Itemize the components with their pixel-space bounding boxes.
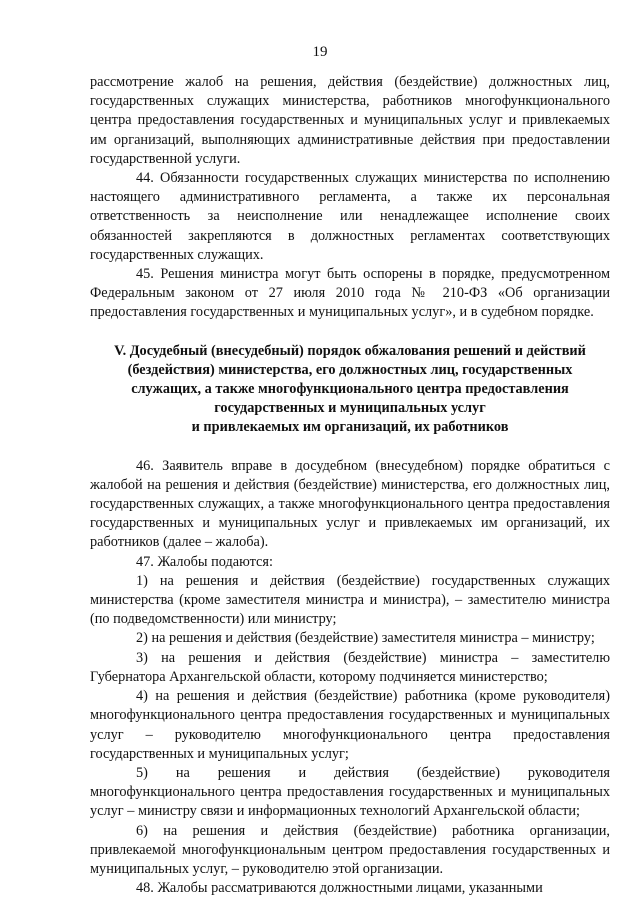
section-heading-line: государственных и муниципальных услуг [214, 400, 486, 417]
paragraph-complaints-continuation: рассмотрение жалоб на решения, действия (бездействие) должностных лиц, государственных служащих министерства, работников многофункционального центра предоставления государственных и муниципальных услуг и привлекаемых им организаций, выполняющих административные действия при предоставлении государственной услуги. [90, 74, 610, 167]
section-heading-line: V. Досудебный (внесудебный) порядок обжалования решений и действий [114, 342, 586, 359]
list-item-3: 3) на решения и действия (бездействие) министра – заместителю Губернатора Архангельской области, которому подчиняется министерство; [90, 649, 610, 685]
paragraph-44: 44. Обязанности государственных служащих министерства по исполнению настоящего административного регламента, а также их персональная ответственность за неисполнение или ненадлежащее исполнение своих обязанностей закрепляются в должностных регламентах соответствующих государственных служащих. [90, 170, 610, 263]
section-heading-line: (бездействия) министерства, его должностных лиц, государственных [127, 361, 573, 378]
page-content [90, 73, 610, 898]
paragraph-47: 47. Жалобы подаются: [136, 553, 273, 570]
list-item-1: 1) на решения и действия (бездействие) государственных служащих министерства (кроме заместителя министра и министра), – заместителю министра (по подведомственности) или министру; [90, 572, 610, 628]
list-item-5: 5) на решения и действия (бездействие) руководителя многофункционального центра предоставления государственных и муниципальных услуг – министру связи и информационных технологий Архангельской области; [90, 764, 610, 820]
paragraph-48: 48. Жалобы рассматриваются должностными лицами, указанными [136, 880, 543, 897]
section-heading-line: и привлекаемых им организаций, их работников [191, 419, 509, 436]
list-item-4: 4) на решения и действия (бездействие) работника (кроме руководителя) многофункционального центра предоставления государственных и муниципальных услуг – руководителю многофункционального центра предоставления государственных и муниципальных услуг; [90, 688, 610, 762]
list-item-6: 6) на решения и действия (бездействие) работника организации, привлекаемой многофункциональным центром предоставления государственных и муниципальных услуг, – руководителю этой организации. [90, 822, 610, 877]
paragraph-46: 46. Заявитель вправе в досудебном (внесудебном) порядке обратиться с жалобой на решения и действия (бездействие) министерства, его должностных лиц, государственных служащих, а также многофункционального центра предоставления государственных и муниципальных услуг и привлекаемых им организаций, их работников (далее – жалоба). [90, 457, 610, 551]
section-heading-line: служащих, а также многофункционального центра предоставления [131, 381, 569, 398]
paragraph-45: 45. Решения министра могут быть оспорены в порядке, предусмотренном Федеральным законом от 27 июля 2010 года № 210-ФЗ «Об организации предоставления государственных и муниципальных услуг», и в судебном порядке. [90, 266, 610, 321]
section-heading [90, 323, 610, 457]
page-number: 19 [312, 44, 328, 60]
list-item-2: 2) на решения и действия (бездействие) заместителя министра – министру; [136, 630, 595, 647]
